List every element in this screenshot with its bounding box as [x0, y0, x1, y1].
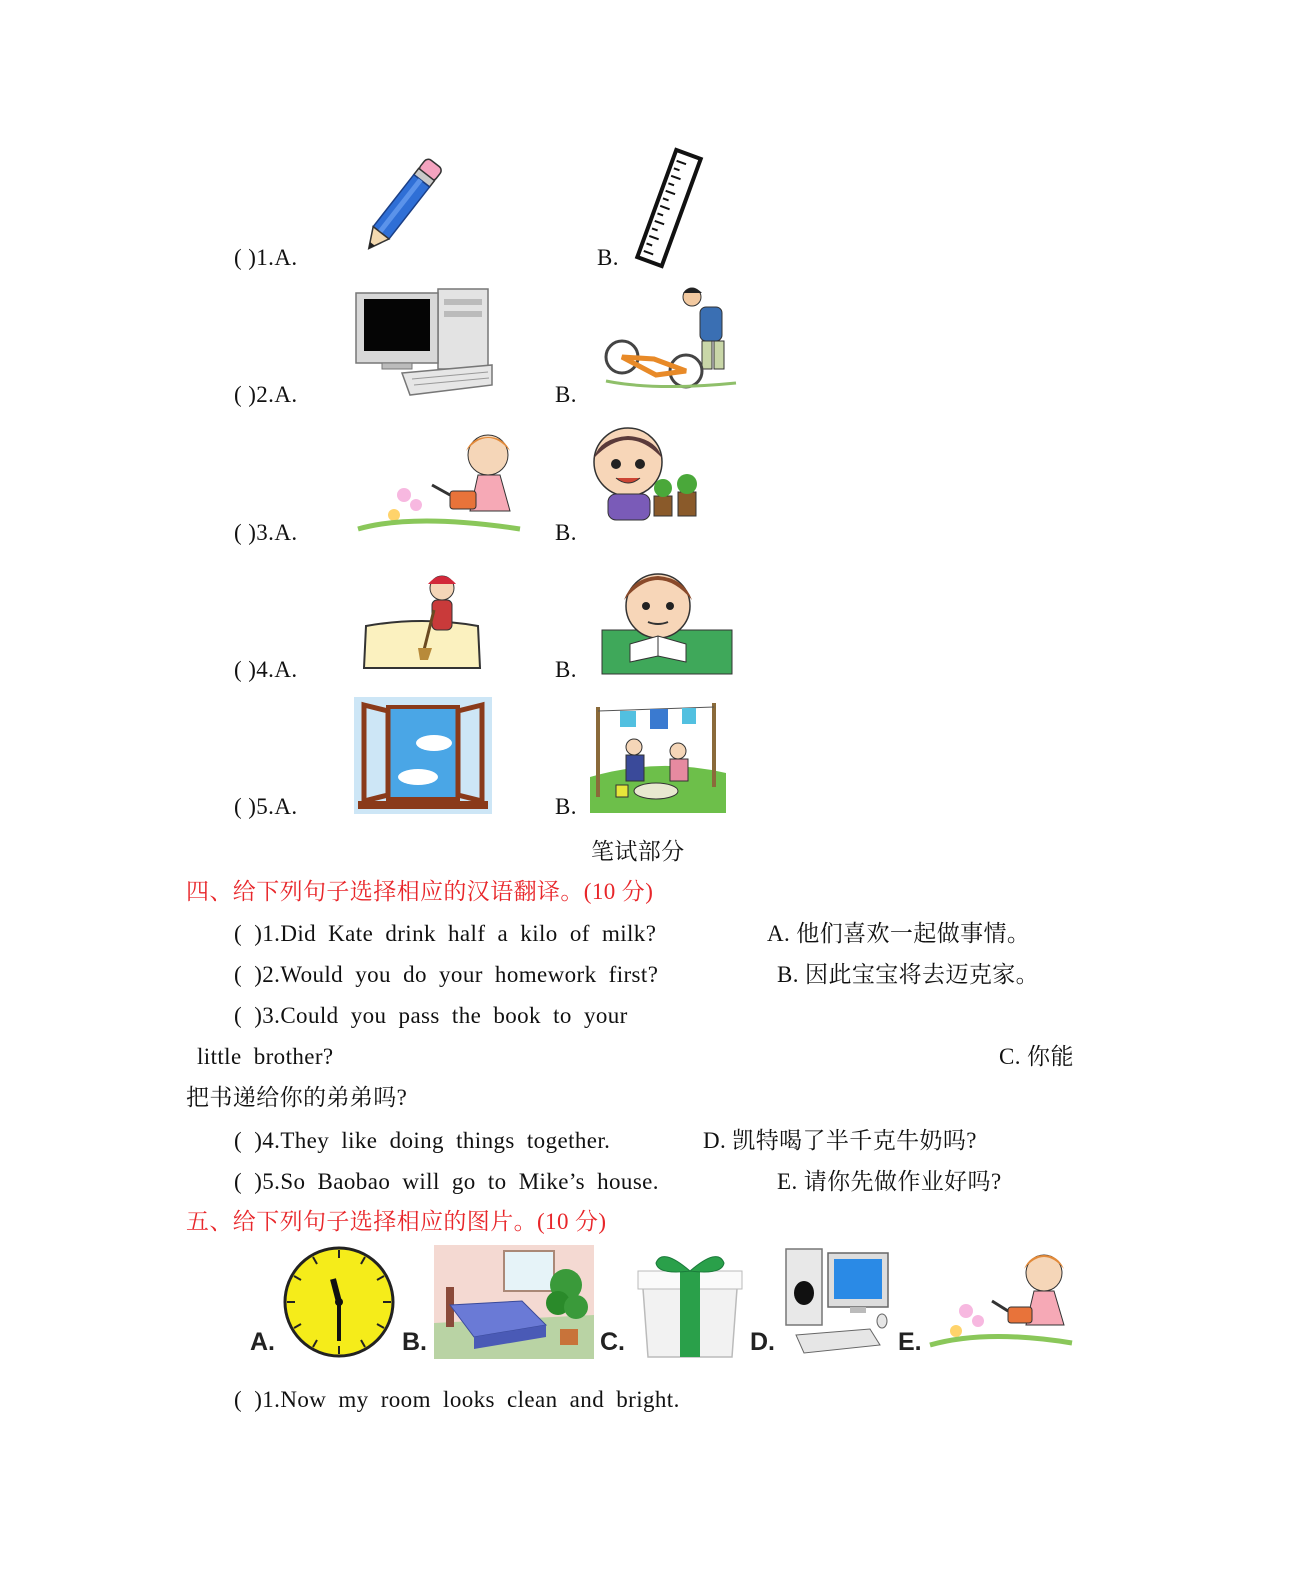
s4-question-4: ( )4.They like doing things together. — [234, 1128, 611, 1153]
s4-question-1: ( )1.Did Kate drink half a kilo of milk? — [234, 921, 657, 946]
written-section-title: 笔试部分 — [591, 839, 685, 864]
s4-option-a: A. 他们喜欢一起做事情。 — [767, 921, 1031, 946]
section-4-heading: 四、给下列句子选择相应的汉语翻译。(10 分) — [186, 879, 654, 904]
s4-option-c: C. 你能 — [999, 1044, 1074, 1069]
s5-question-1: ( )1.Now my room looks clean and bright. — [234, 1387, 680, 1412]
girl-watering-flowers-image — [354, 425, 522, 540]
computer-image — [352, 285, 494, 403]
s5-label-a: A. — [250, 1328, 275, 1356]
washing-clothes-image — [590, 697, 726, 813]
desktop-computer-image — [782, 1245, 892, 1359]
girl-sweeping-image — [362, 570, 484, 672]
s4-question-5: ( )5.So Baobao will go to Mike’s house. — [234, 1169, 659, 1194]
girl-with-plants-image — [590, 422, 708, 527]
girl-watering-flowers-image-2 — [926, 1245, 1074, 1355]
s5-label-e: E. — [898, 1328, 922, 1356]
item-5-label: ( )5.A. — [234, 794, 298, 819]
s4-question-2: ( )2.Would you do your homework first? — [234, 962, 659, 987]
boy-reading-book-image — [600, 566, 734, 676]
s5-label-b: B. — [402, 1328, 427, 1356]
item-4-b-label: B. — [555, 657, 577, 682]
s4-question-3-continued: little brother? — [197, 1044, 334, 1069]
s4-option-e: E. 请你先做作业好吗? — [777, 1169, 1002, 1194]
open-window-image — [354, 697, 492, 814]
clock-image — [282, 1245, 396, 1359]
boy-broken-bike-image — [596, 285, 748, 403]
item-4-label: ( )4.A. — [234, 657, 298, 682]
bedroom-image — [434, 1245, 594, 1359]
s5-label-d: D. — [750, 1328, 775, 1356]
item-2-b-label: B. — [555, 382, 577, 407]
s4-question-3: ( )3.Could you pass the book to your — [234, 1003, 628, 1028]
item-1-label: ( )1.A. — [234, 245, 298, 270]
item-3-label: ( )3.A. — [234, 520, 298, 545]
s5-label-c: C. — [600, 1328, 625, 1356]
item-1-b-label: B. — [597, 245, 619, 270]
ruler-image — [630, 147, 708, 269]
item-3-b-label: B. — [555, 520, 577, 545]
s4-option-d: D. 凯特喝了半千克牛奶吗? — [703, 1128, 977, 1153]
pencil-image — [354, 148, 450, 264]
s4-option-c-continued: 把书递给你的弟弟吗? — [186, 1085, 408, 1110]
gift-box-image — [634, 1245, 746, 1359]
section-5-heading: 五、给下列句子选择相应的图片。(10 分) — [186, 1209, 607, 1234]
item-5-b-label: B. — [555, 794, 577, 819]
item-2-label: ( )2.A. — [234, 382, 298, 407]
s4-option-b: B. 因此宝宝将去迈克家。 — [777, 962, 1040, 987]
